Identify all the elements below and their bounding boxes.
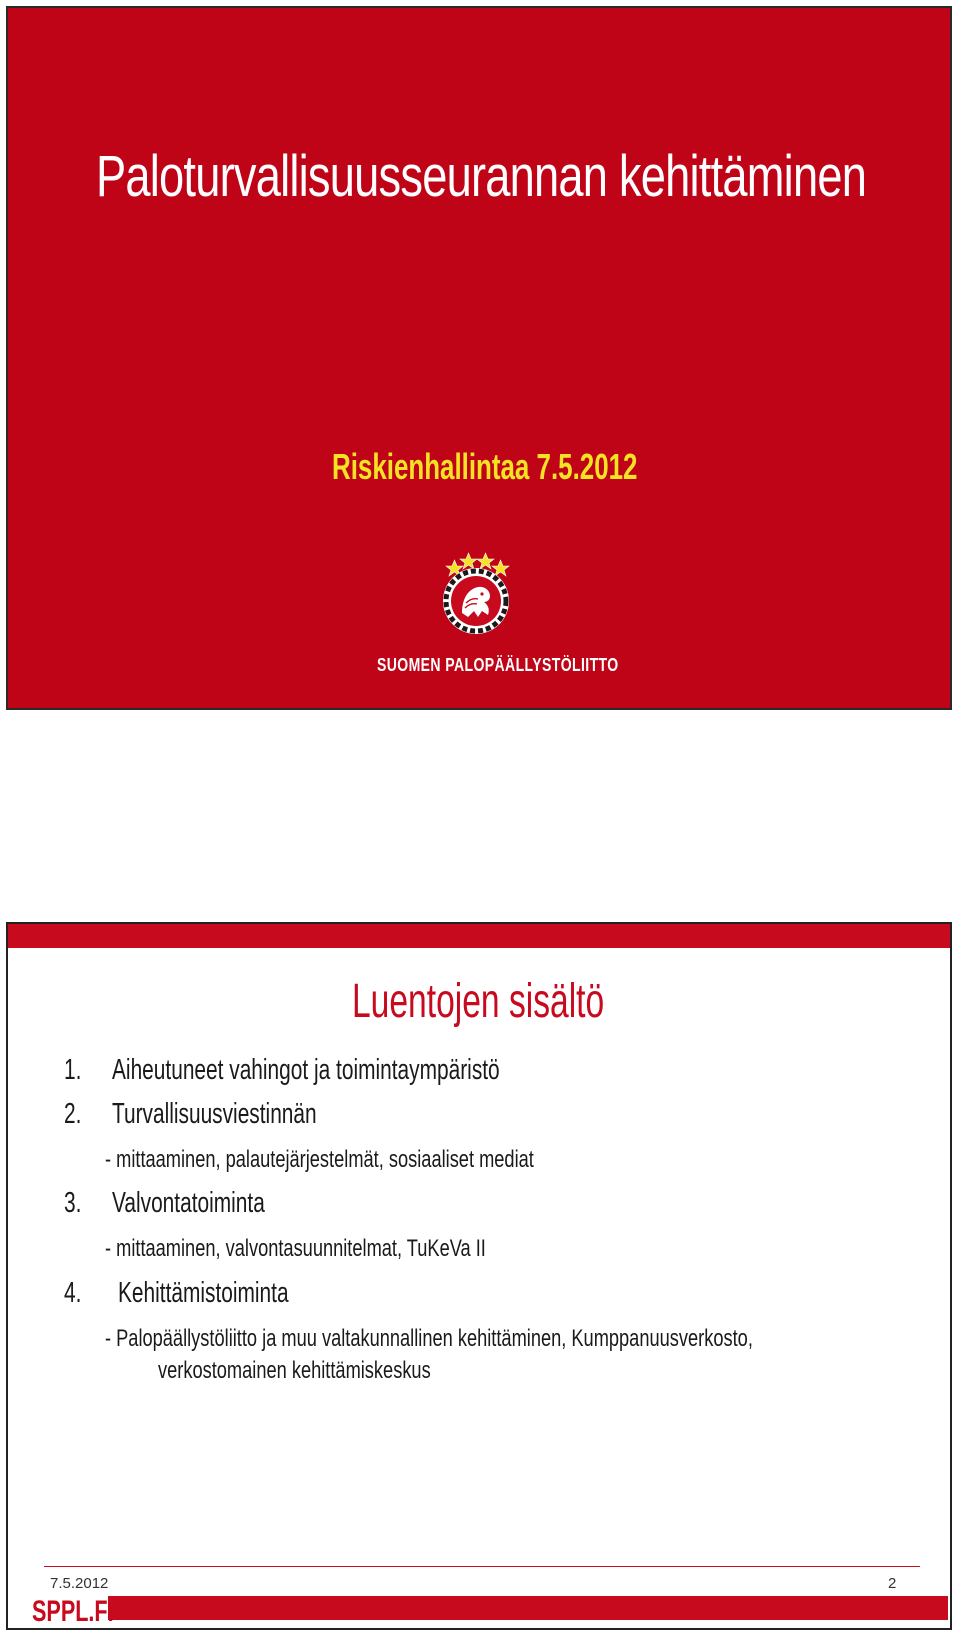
agenda-item-number: 2.	[64, 1098, 82, 1130]
bottom-accent-bar	[108, 1596, 948, 1620]
agenda-item-number: 1.	[64, 1054, 82, 1086]
agenda-item-text: Aiheutuneet vahingot ja toimintaympäristö	[112, 1054, 500, 1086]
slide-subtitle: Riskienhallintaa 7.5.2012	[332, 446, 638, 487]
agenda-subitem: verkostomainen kehittämiskeskus	[158, 1357, 431, 1384]
slide-title: Paloturvallisuusseurannan kehittäminen	[96, 144, 867, 209]
agenda-item-number: 3.	[64, 1187, 82, 1219]
agenda-slide	[6, 922, 952, 1630]
agenda-item-text: Kehittämistoiminta	[118, 1277, 289, 1309]
agenda-subitem: - Palopäällystöliitto ja muu valtakunnallinen kehittäminen, Kumppanuusverkosto,	[105, 1325, 753, 1352]
agenda-subitem: - mittaaminen, palautejärjestelmät, sosiaaliset mediat	[105, 1146, 534, 1173]
top-accent-bar	[8, 924, 950, 948]
agenda-item-number: 4.	[64, 1277, 82, 1309]
agenda-item-text: Valvontatoiminta	[112, 1187, 265, 1219]
footer-date: 7.5.2012	[50, 1575, 109, 1592]
brand-logo: SPPL.FI	[32, 1595, 114, 1628]
slide-title: Luentojen sisältö	[352, 975, 605, 1028]
page-number: 2	[888, 1575, 897, 1592]
agenda-subitem: - mittaaminen, valvontasuunnitelmat, TuKeVa II	[105, 1235, 486, 1262]
agenda-item-text: Turvallisuusviestinnän	[112, 1098, 317, 1130]
lion-emblem-icon	[432, 551, 520, 637]
organization-name: SUOMEN PALOPÄÄLLYSTÖLIITTO	[377, 655, 619, 675]
title-slide	[6, 6, 952, 710]
footer-divider	[44, 1566, 920, 1567]
